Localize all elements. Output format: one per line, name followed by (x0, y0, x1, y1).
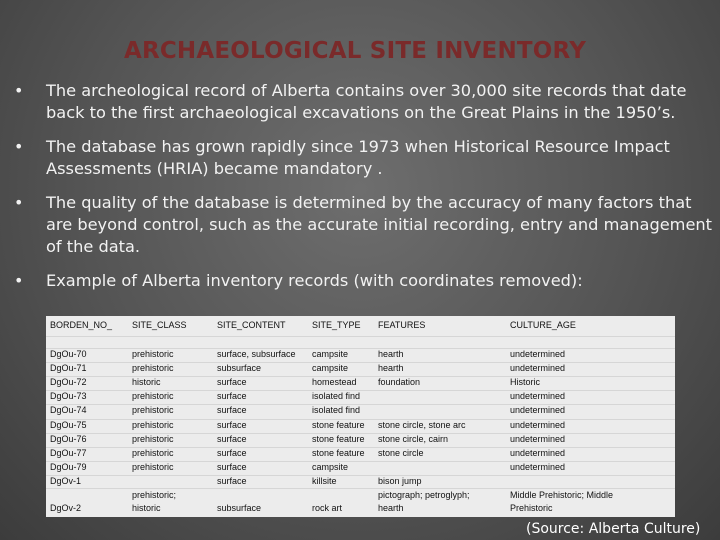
table-cell: undetermined (510, 363, 566, 374)
column-header: BORDEN_NO_ (50, 320, 113, 330)
table-cell: surface, subsurface (217, 349, 296, 359)
table-cell: prehistoric; (132, 490, 177, 500)
table-cell: undetermined (510, 349, 566, 359)
table-cell: surface (217, 377, 247, 388)
column-header: FEATURES (378, 320, 426, 330)
table-cell: homestead (312, 377, 357, 388)
bullet-dot-icon: • (14, 193, 24, 212)
table-cell: hearth (378, 363, 404, 374)
column-header: CULTURE_AGE (510, 320, 576, 330)
table-cell: DgOv-2 (50, 503, 82, 513)
table-cell: DgOu-74 (50, 405, 87, 416)
bullet-dot-icon: • (14, 271, 24, 290)
row-divider (46, 488, 675, 489)
table-cell: Historic (510, 377, 541, 388)
table-cell: hearth (378, 349, 404, 359)
table-cell: Prehistoric (510, 503, 553, 513)
table-cell: undetermined (510, 391, 566, 402)
table-cell: bison jump (378, 475, 422, 486)
table-cell: historic (132, 377, 161, 388)
table-cell: prehistoric (132, 447, 174, 458)
table-cell: campsite (312, 363, 349, 374)
table-cell: isolated find (312, 405, 361, 416)
column-header: SITE_CLASS (132, 320, 187, 330)
table-cell: pictograph; petroglyph; (378, 490, 470, 500)
table-cell: stone circle, stone arc (378, 419, 466, 430)
bullet-dot-icon: • (14, 137, 24, 156)
bullet-item (0, 136, 720, 180)
table-cell: surface (217, 447, 247, 458)
table-cell: stone feature (312, 447, 365, 458)
table-cell: DgOu-70 (50, 349, 87, 359)
bullet-list (0, 80, 720, 304)
bullet-item (0, 192, 720, 258)
bullet-text: Example of Alberta inventory records (with coordinates removed): (46, 271, 583, 290)
table-cell: undetermined (510, 419, 566, 430)
table-cell: undetermined (510, 405, 566, 416)
table-cell: surface (217, 461, 247, 472)
table-cell: Middle Prehistoric; Middle (510, 490, 614, 500)
table-cell: subsurface (217, 363, 262, 374)
source-caption: (Source: Alberta Culture) (526, 521, 701, 537)
table-cell: surface (217, 405, 247, 416)
row-divider (46, 336, 675, 337)
table-cell: surface (217, 391, 247, 402)
table-cell: prehistoric (132, 405, 174, 416)
table-cell: subsurface (217, 503, 262, 513)
table-cell: prehistoric (132, 349, 174, 359)
table-cell: DgOu-79 (50, 461, 87, 472)
table-cell: undetermined (510, 461, 566, 472)
table-cell: surface (217, 419, 247, 430)
table-cell: DgOu-76 (50, 433, 87, 444)
table-cell: surface (217, 475, 247, 486)
table-cell: DgOu-73 (50, 391, 87, 402)
table-cell: prehistoric (132, 461, 174, 472)
slide-title: ARCHAEOLOGICAL SITE INVENTORY (123, 38, 587, 64)
table-header-row (46, 320, 675, 334)
table-cell: hearth (378, 503, 404, 513)
table-cell: historic (132, 503, 161, 513)
column-header: SITE_CONTENT (217, 320, 286, 330)
row-divider (46, 475, 675, 476)
table-cell: stone feature (312, 433, 365, 444)
table-cell: campsite (312, 349, 349, 359)
bullet-text: The database has grown rapidly since 1973 when Historical Resource Impact Assessments (HRIA) became mandatory . (46, 137, 670, 178)
bullet-item (0, 80, 720, 124)
column-header: SITE_TYPE (312, 320, 361, 330)
table-cell: prehistoric (132, 363, 174, 374)
table-cell: killsite (312, 475, 337, 486)
table-cell: stone circle (378, 447, 424, 458)
table-cell: prehistoric (132, 433, 174, 444)
table-cell: DgOu-75 (50, 419, 87, 430)
table-cell: prehistoric (132, 391, 174, 402)
bullet-dot-icon: • (14, 81, 24, 100)
bullet-item (0, 270, 720, 292)
table-cell: DgOu-77 (50, 447, 87, 458)
table-cell: surface (217, 433, 247, 444)
bullet-text: The archeological record of Alberta contains over 30,000 site records that date back to the first archaeological excavations on the Great Plains in the 1950’s. (46, 81, 687, 122)
table-cell: undetermined (510, 447, 566, 458)
table-cell: DgOu-71 (50, 363, 87, 374)
table-cell: isolated find (312, 391, 361, 402)
table-cell: stone feature (312, 419, 365, 430)
table-cell: prehistoric (132, 419, 174, 430)
inventory-table (46, 316, 675, 517)
table-cell: DgOv-1 (50, 475, 82, 486)
table-cell: rock art (312, 503, 343, 513)
table-cell: stone circle, cairn (378, 433, 449, 444)
table-cell: DgOu-72 (50, 377, 87, 388)
table-cell: campsite (312, 461, 349, 472)
table-cell: foundation (378, 377, 421, 388)
bullet-text: The quality of the database is determined by the accuracy of many factors that are beyond control, such as the accurate initial recording, entry and management of the data. (46, 193, 713, 256)
table-cell: undetermined (510, 433, 566, 444)
